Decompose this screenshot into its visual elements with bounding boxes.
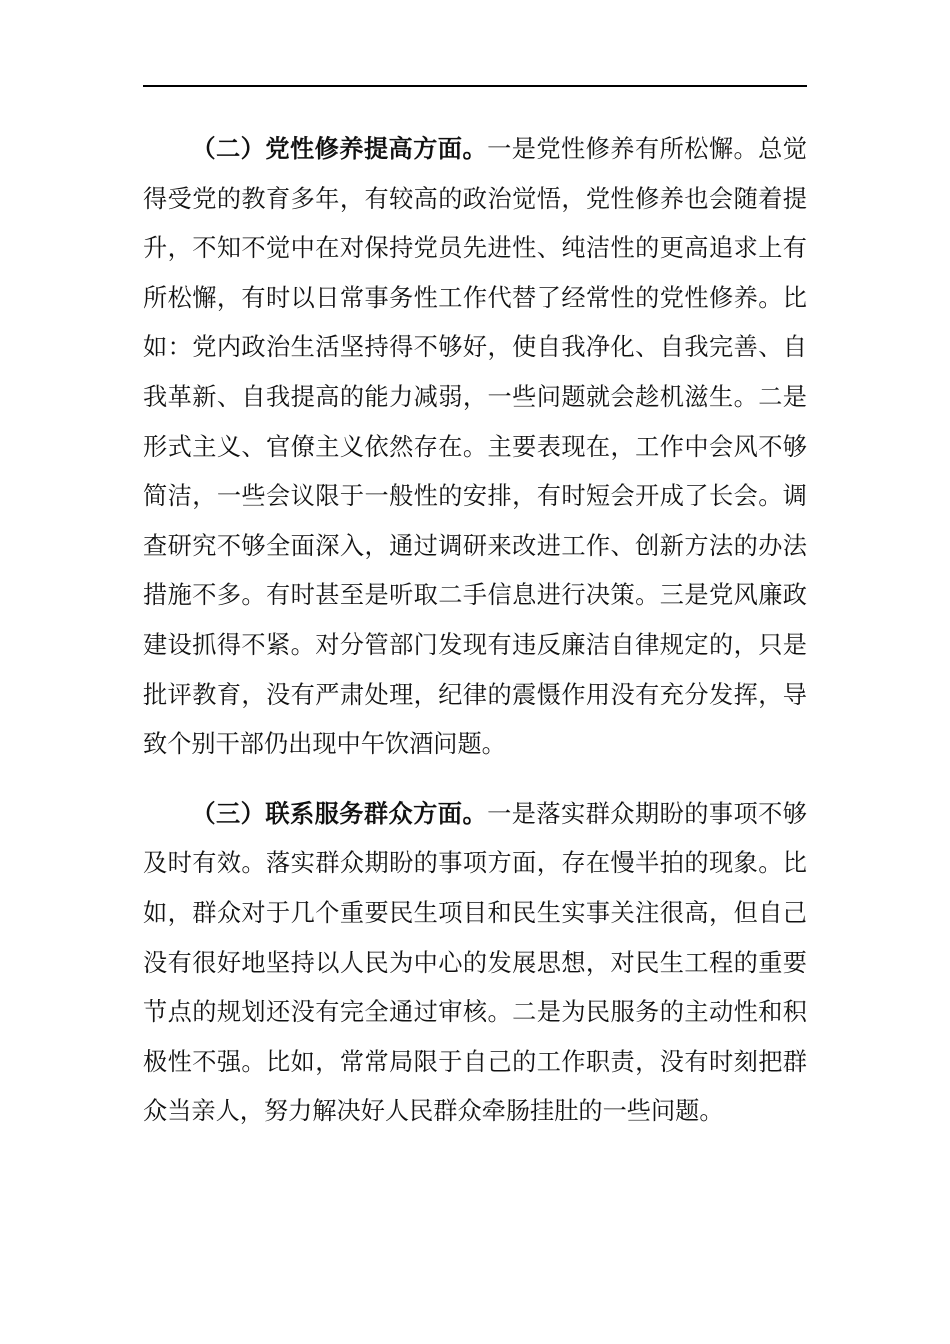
paragraph-serving-masses: [143, 790, 807, 1137]
header-rule: [143, 85, 807, 87]
document-body: [143, 125, 807, 1137]
paragraph-text: 一是落实群众期盼的事项不够及时有效。落实群众期盼的事项方面，存在慢半拍的现象。比如，群众对于几个重要民生项目和民生实事关注很高，但自己没有很好地坚持以人民为中心的发展思想，对民生工程的重要节点的规划还没有完全通过审核。二是为民服务的主动性和积极性不强。比如，常常局限于自己的工作职责，没有时刻把群众当亲人，努力解决好人民群众牵肠挂肚的一些问题。: [143, 799, 807, 1126]
paragraph-heading: （三）联系服务群众方面。: [191, 799, 488, 828]
paragraph-heading: （二）党性修养提高方面。: [191, 135, 488, 163]
paragraph-text: 一是党性修养有所松懈。总觉得受党的教育多年，有较高的政治觉悟，党性修养也会随着提升，不知不觉中在对保持党员先进性、纯洁性的更高追求上有所松懈，有时以日常事务性工作代替了经常性的党性修养。比如：党内政治生活坚持得不够好，使自我净化、自我完善、自我革新、自我提高的能力减弱，一些问题就会趁机滋生。二是形式主义、官僚主义依然存在。主要表现在，工作中会风不够简洁，一些会议限于一般性的安排，有时短会开成了长会。调查研究不够全面深入，通过调研来改进工作、创新方法的办法措施不多。有时甚至是听取二手信息进行决策。三是党风廉政建设抓得不紧。对分管部门发现有违反廉洁自律规定的，只是批评教育，没有严肃处理，纪律的震慑作用没有充分发挥，导致个别干部仍出现中午饮酒问题。: [143, 135, 807, 759]
paragraph-party-spirit: [143, 125, 807, 770]
